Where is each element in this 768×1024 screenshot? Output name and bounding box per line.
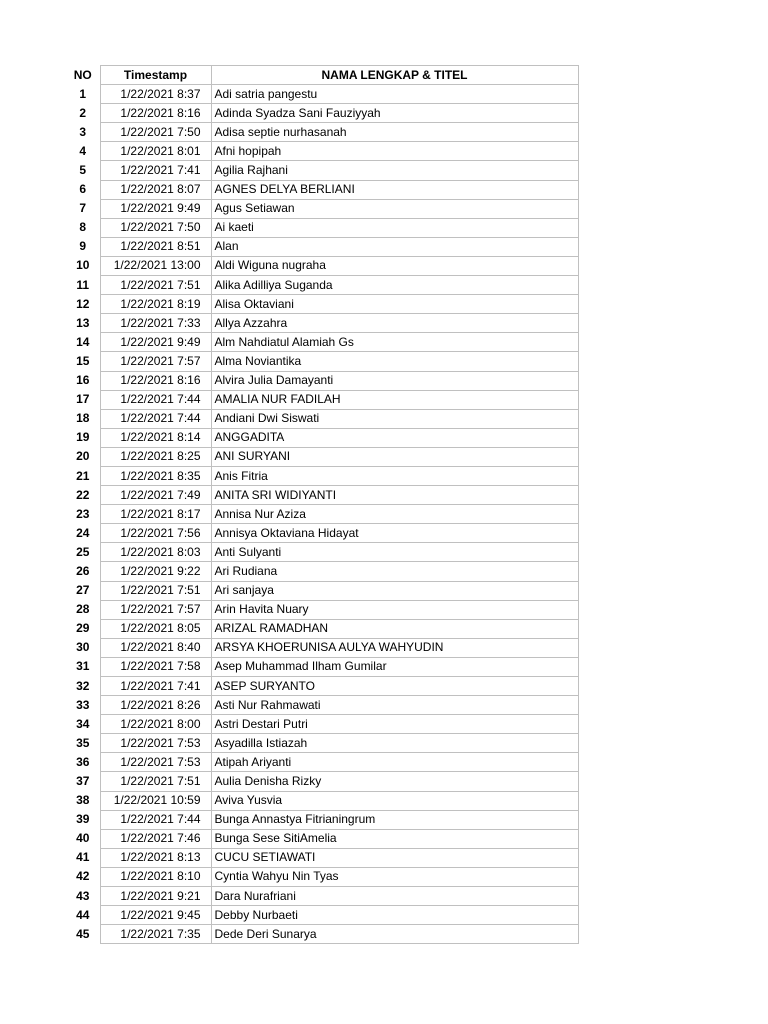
row-number: 35 [76,735,90,750]
timestamp-cell[interactable]: 1/22/2021 7:53 [100,734,211,753]
name-cell[interactable]: ASEP SURYANTO [211,677,578,696]
table-row [66,619,578,638]
name-cell[interactable]: Arin Havita Nuary [211,600,578,619]
table-row [66,791,578,810]
table-row [66,715,578,734]
table-row [66,486,578,505]
row-number: 14 [76,334,90,349]
row-number: 2 [79,105,87,120]
timestamp-cell[interactable]: 1/22/2021 7:35 [100,925,211,944]
name-cell[interactable]: Alika Adilliya Suganda [211,276,578,295]
row-number: 29 [76,621,90,636]
name-cell[interactable]: Anti Sulyanti [211,543,578,562]
table-row [66,753,578,772]
row-number: 25 [76,544,90,559]
column-header-timestamp: Timestamp [100,66,211,85]
name-cell[interactable]: Allya Azzahra [211,314,578,333]
name-cell[interactable]: Ari Rudiana [211,562,578,581]
table-row [66,734,578,753]
timestamp-cell[interactable]: 1/22/2021 7:51 [100,276,211,295]
timestamp-cell[interactable]: 1/22/2021 7:41 [100,161,211,180]
name-cell[interactable]: AGNES DELYA BERLIANI [211,180,578,199]
name-cell[interactable]: Asep Muhammad Ilham Gumilar [211,657,578,676]
row-number: 1 [79,86,87,101]
name-cell[interactable]: Cyntia Wahyu Nin Tyas [211,867,578,886]
name-cell[interactable]: Asti Nur Rahmawati [211,696,578,715]
row-number: 8 [79,220,87,235]
table-row [66,657,578,676]
row-number: 23 [76,506,90,521]
name-cell[interactable]: ANI SURYANI [211,447,578,466]
row-number: 12 [76,296,90,311]
table-row [66,906,578,925]
name-cell[interactable]: Alvira Julia Damayanti [211,371,578,390]
name-cell[interactable]: ANGGADITA [211,428,578,447]
timestamp-cell[interactable]: 1/22/2021 8:17 [100,505,211,524]
table-row [66,581,578,600]
timestamp-cell[interactable]: 1/22/2021 7:51 [100,772,211,791]
timestamp-cell[interactable]: 1/22/2021 8:10 [100,867,211,886]
row-number: 11 [76,277,90,292]
name-cell[interactable]: Alm Nahdiatul Alamiah Gs [211,333,578,352]
row-number: 19 [76,430,90,445]
table-row [66,218,578,237]
name-cell[interactable]: Annisa Nur Aziza [211,505,578,524]
name-cell[interactable]: Atipah Ariyanti [211,753,578,772]
name-cell[interactable]: Ai kaeti [211,218,578,237]
row-number: 41 [76,850,90,865]
timestamp-cell[interactable]: 1/22/2021 7:57 [100,352,211,371]
name-cell[interactable]: Annisya Oktaviana Hidayat [211,524,578,543]
timestamp-cell[interactable]: 1/22/2021 7:58 [100,657,211,676]
name-cell[interactable]: Asyadilla Istiazah [211,734,578,753]
timestamp-cell[interactable]: 1/22/2021 8:19 [100,295,211,314]
name-cell[interactable]: Andiani Dwi Siswati [211,409,578,428]
table-row [66,256,578,275]
row-number: 27 [76,583,90,598]
table-row [66,543,578,562]
table-row [66,524,578,543]
table-row [66,295,578,314]
row-number: 34 [76,716,90,731]
name-cell[interactable]: Alisa Oktaviani [211,295,578,314]
name-cell[interactable]: Debby Nurbaeti [211,906,578,925]
table-row [66,409,578,428]
name-cell[interactable]: CUCU SETIAWATI [211,848,578,867]
table-row [66,447,578,466]
row-number: 30 [76,640,90,655]
column-header-name: NAMA LENGKAP & TITEL [211,66,578,85]
name-cell[interactable]: Adinda Syadza Sani Fauziyyah [211,104,578,123]
name-cell[interactable]: Afni hopipah [211,142,578,161]
row-number: 24 [76,525,90,540]
table-row [66,677,578,696]
row-number: 4 [79,143,87,158]
timestamp-cell[interactable]: 1/22/2021 9:49 [100,199,211,218]
attendance-table [66,65,579,944]
name-cell[interactable]: Adisa septie nurhasanah [211,123,578,142]
row-number: 17 [76,392,90,407]
table-row [66,371,578,390]
table-row [66,829,578,848]
timestamp-cell[interactable]: 1/22/2021 8:25 [100,447,211,466]
name-cell[interactable]: Dede Deri Sunarya [211,925,578,944]
row-number: 10 [76,258,90,273]
table-row [66,276,578,295]
row-number: 16 [76,373,90,388]
name-cell[interactable]: Aulia Denisha Rizky [211,772,578,791]
timestamp-cell[interactable]: 1/22/2021 8:16 [100,104,211,123]
row-number: 7 [79,201,87,216]
table-row [66,562,578,581]
name-cell[interactable]: Aldi Wiguna nugraha [211,256,578,275]
row-number: 28 [76,602,90,617]
table-row [66,638,578,657]
name-cell[interactable]: Alma Noviantika [211,352,578,371]
row-number: 32 [76,678,90,693]
row-number: 9 [79,239,87,254]
table-row [66,161,578,180]
timestamp-cell[interactable]: 1/22/2021 13:00 [100,256,211,275]
row-number: 38 [76,793,90,808]
timestamp-cell[interactable]: 1/22/2021 9:21 [100,887,211,906]
timestamp-cell[interactable]: 1/22/2021 8:37 [100,85,211,104]
timestamp-cell[interactable]: 1/22/2021 8:01 [100,142,211,161]
table-row [66,428,578,447]
name-cell[interactable]: Dara Nurafriani [211,887,578,906]
name-cell[interactable]: Agilia Rajhani [211,161,578,180]
table-row [66,600,578,619]
timestamp-cell[interactable]: 1/22/2021 7:50 [100,218,211,237]
name-cell[interactable]: Alan [211,237,578,256]
table-row [66,925,578,944]
table-row [66,104,578,123]
table-row [66,810,578,829]
row-number: 20 [76,449,90,464]
table-row [66,772,578,791]
timestamp-cell[interactable]: 1/22/2021 8:14 [100,428,211,447]
row-number: 13 [76,315,90,330]
timestamp-cell[interactable]: 1/22/2021 9:49 [100,333,211,352]
table-row [66,887,578,906]
name-cell[interactable]: Bunga Annastya Fitrianingrum [211,810,578,829]
table-row [66,505,578,524]
table-row [66,352,578,371]
row-number: 36 [76,754,90,769]
timestamp-cell[interactable]: 1/22/2021 7:56 [100,524,211,543]
timestamp-cell[interactable]: 1/22/2021 8:07 [100,180,211,199]
timestamp-cell[interactable]: 1/22/2021 7:41 [100,677,211,696]
name-cell[interactable]: Anis Fitria [211,466,578,485]
table-row [66,180,578,199]
timestamp-cell[interactable]: 1/22/2021 7:44 [100,810,211,829]
timestamp-cell[interactable]: 1/22/2021 8:51 [100,237,211,256]
timestamp-cell[interactable]: 1/22/2021 7:50 [100,123,211,142]
table-row [66,696,578,715]
table-row [66,199,578,218]
row-number: 6 [79,182,87,197]
row-number: 40 [76,831,90,846]
timestamp-cell[interactable]: 1/22/2021 9:22 [100,562,211,581]
timestamp-cell[interactable]: 1/22/2021 7:46 [100,829,211,848]
row-number: 42 [76,869,90,884]
name-cell[interactable]: Aviva Yusvia [211,791,578,810]
timestamp-cell[interactable]: 1/22/2021 7:49 [100,486,211,505]
timestamp-cell[interactable]: 1/22/2021 7:53 [100,753,211,772]
row-number: 33 [76,697,90,712]
row-number: 15 [76,353,90,368]
table-row [66,333,578,352]
timestamp-cell[interactable]: 1/22/2021 7:44 [100,409,211,428]
table-row [66,314,578,333]
row-number: 18 [76,411,90,426]
name-cell[interactable]: Ari sanjaya [211,581,578,600]
row-number: 5 [79,163,87,178]
name-cell[interactable]: ARIZAL RAMADHAN [211,619,578,638]
timestamp-cell[interactable]: 1/22/2021 7:44 [100,390,211,409]
table-row [66,390,578,409]
row-number: 37 [76,774,90,789]
name-cell[interactable]: Bunga Sese SitiAmelia [211,829,578,848]
table-row [66,237,578,256]
row-number: 22 [76,487,90,502]
name-cell[interactable]: Astri Destari Putri [211,715,578,734]
timestamp-cell[interactable]: 1/22/2021 7:51 [100,581,211,600]
timestamp-cell[interactable]: 1/22/2021 10:59 [100,791,211,810]
column-header-no: NO [73,67,92,82]
table-row [66,142,578,161]
header-row [66,66,578,85]
timestamp-cell[interactable]: 1/22/2021 8:03 [100,543,211,562]
timestamp-cell[interactable]: 1/22/2021 7:57 [100,600,211,619]
row-number: 45 [76,926,90,941]
table-header [66,66,578,85]
timestamp-cell[interactable]: 1/22/2021 8:16 [100,371,211,390]
table-row [66,466,578,485]
timestamp-cell[interactable]: 1/22/2021 8:35 [100,466,211,485]
timestamp-cell[interactable]: 1/22/2021 7:33 [100,314,211,333]
timestamp-cell[interactable]: 1/22/2021 8:40 [100,638,211,657]
name-cell[interactable]: ARSYA KHOERUNISA AULYA WAHYUDIN [211,638,578,657]
table-body [66,85,578,944]
row-number: 3 [79,124,87,139]
name-cell[interactable]: Agus Setiawan [211,199,578,218]
name-cell[interactable]: AMALIA NUR FADILAH [211,390,578,409]
row-number: 44 [76,907,90,922]
timestamp-cell[interactable]: 1/22/2021 8:00 [100,715,211,734]
table-row [66,123,578,142]
row-number: 31 [76,659,90,674]
row-number: 26 [76,563,90,578]
name-cell[interactable]: ANITA SRI WIDIYANTI [211,486,578,505]
timestamp-cell[interactable]: 1/22/2021 8:13 [100,848,211,867]
timestamp-cell[interactable]: 1/22/2021 8:05 [100,619,211,638]
row-number: 43 [76,888,90,903]
name-cell[interactable]: Adi satria pangestu [211,85,578,104]
table-row [66,867,578,886]
timestamp-cell[interactable]: 1/22/2021 8:26 [100,696,211,715]
row-number: 21 [76,468,90,483]
table-row [66,85,578,104]
timestamp-cell[interactable]: 1/22/2021 9:45 [100,906,211,925]
row-number: 39 [76,812,90,827]
table-row [66,848,578,867]
